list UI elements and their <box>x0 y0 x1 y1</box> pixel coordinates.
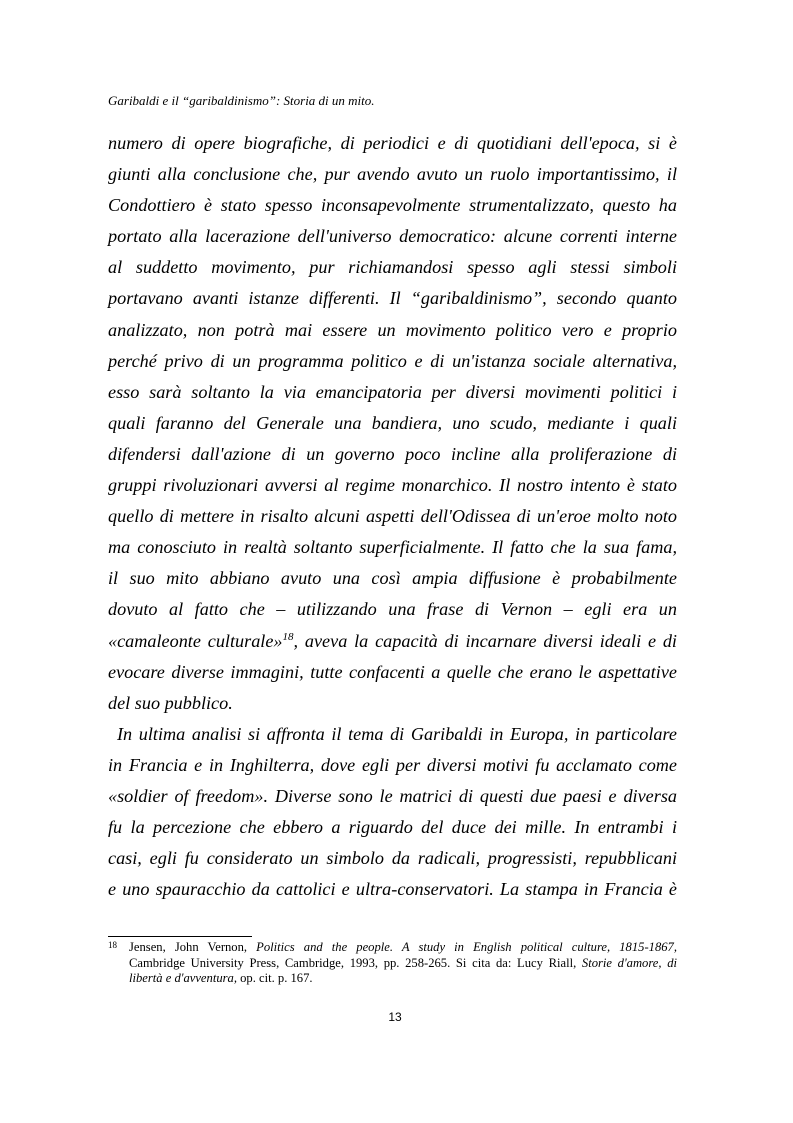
footnote-line <box>129 956 677 972</box>
footnote-publisher: Cambridge University Press, Cambridge, 1993, pp. 258-265. Si cita da: Lucy Riall, <box>129 955 582 970</box>
text-line: «soldier of freedom». Diverse sono le matrici di questi due paesi e diversa <box>108 785 677 806</box>
text-line: fu la percezione che ebbero a riguardo del duce dei mille. In entrambi i <box>108 817 677 838</box>
text-line: dovuto al fatto che – utilizzando una frase di Vernon – egli era un <box>108 599 677 620</box>
footnote-cited-title: Storie d'amore, di <box>581 955 677 970</box>
text-fragment: , aveva la capacità di incarnare diversi ideali e di <box>293 630 677 651</box>
text-line: evocare diverse immagini, tutte confacenti a quelle che erano le aspettative <box>108 661 677 682</box>
text-line: quello di mettere in risalto alcuni aspetti dell'Odissea di un'eroe molto noto <box>108 506 677 527</box>
text-line: del suo pubblico. <box>108 692 233 713</box>
footnote-separator <box>108 936 252 937</box>
text-line: numero di opere biografiche, di periodici e di quotidiani dell'epoca, si è <box>108 133 677 153</box>
text-line: casi, egli fu considerato un simbolo da radicali, progressisti, repubblicani <box>108 848 677 869</box>
text-line-with-footnote <box>108 626 677 657</box>
text-line: difendersi dall'azione di un governo poco incline alla proliferazione di <box>108 443 677 464</box>
footnote-title: Politics and the people. A study in English political culture, 1815-1867, <box>256 940 677 954</box>
text-line: perché privo di un programma politico e di un'istanza sociale alternativa, <box>108 350 677 371</box>
text-line: portato alla lacerazione dell'universo democratico: alcune correnti interne <box>108 226 677 247</box>
footnote-line <box>129 971 677 987</box>
footnote-author: Jensen, John Vernon, <box>129 940 257 954</box>
text-line: portavano avanti istanze differenti. Il “garibaldinismo”, secondo quanto <box>108 288 677 309</box>
page-number: 13 <box>388 1010 402 1024</box>
footnote-line <box>129 940 677 956</box>
footnote-reference[interactable]: 18 <box>282 630 294 643</box>
running-header: Garibaldi e il “garibaldinismo”: Storia di un mito. <box>108 93 375 108</box>
text-line: Condottiero è stato spesso inconsapevolmente strumentalizzato, questo ha <box>108 195 677 216</box>
text-line: analizzato, non potrà mai essere un movimento politico vero e proprio <box>108 319 677 340</box>
text-line: e uno spauracchio da cattolici e ultra-conservatori. La stampa in Francia è <box>108 879 677 900</box>
text-line: ma conosciuto in realtà soltanto superficialmente. Il fatto che la sua fama, <box>108 537 677 558</box>
footnote <box>108 940 677 987</box>
text-line: in Francia e in Inghilterra, dove egli per diversi motivi fu acclamato come <box>108 754 677 775</box>
text-line: quali faranno del Generale una bandiera, uno scudo, mediante i quali <box>108 412 677 433</box>
footnote-text <box>108 940 677 987</box>
text-line: al suddetto movimento, pur richiamandosi spesso agli stessi simboli <box>108 257 677 278</box>
main-text <box>108 128 677 905</box>
footnote-reference-text: op. cit. p. 167. <box>236 971 313 985</box>
text-line: il suo mito abbiano avuto una così ampia diffusione è probabilmente <box>108 568 677 589</box>
text-fragment: «camaleonte culturale» <box>108 630 283 651</box>
text-line: esso sarà soltanto la via emancipatoria per diversi movimenti politici i <box>108 381 677 402</box>
text-line: gruppi rivoluzionari avversi al regime monarchico. Il nostro intento è stato <box>108 475 677 496</box>
text-line: giunti alla conclusione che, pur avendo avuto un ruolo importantissimo, il <box>108 164 677 185</box>
footnote-cited-title-cont: libertà e d'avventura, <box>129 971 237 985</box>
text-line: In ultima analisi si affronta il tema di Garibaldi in Europa, in particolare <box>117 723 677 744</box>
footnote-number: 18 <box>108 940 117 950</box>
